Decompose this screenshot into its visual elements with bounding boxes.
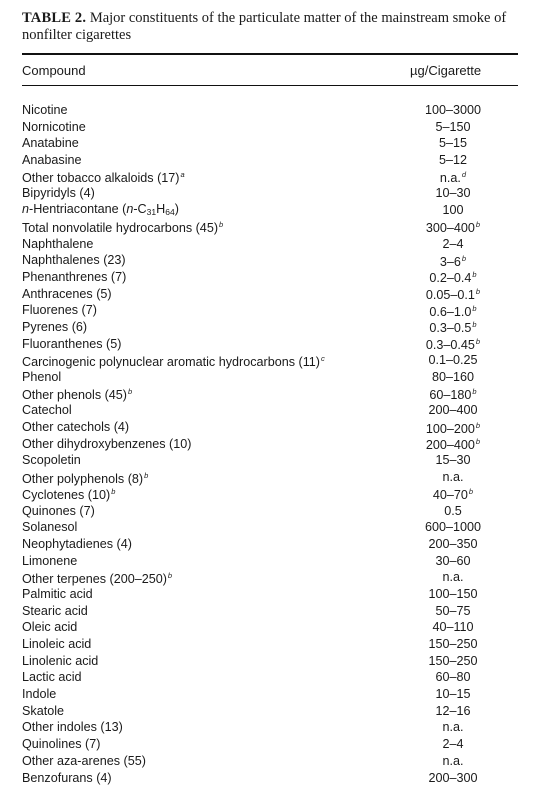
compound-name: Fluorenes (7) bbox=[22, 303, 97, 318]
compound-name: Other indoles (13) bbox=[22, 720, 123, 735]
compound-name: Other catechols (4) bbox=[22, 420, 130, 435]
compound-name: Indole bbox=[22, 687, 57, 702]
footnote-marker: b bbox=[468, 487, 474, 497]
compound-name: Total nonvolatile hydrocarbons (45) bbox=[22, 221, 219, 236]
compound-cell bbox=[22, 102, 388, 119]
table-row bbox=[22, 553, 518, 570]
amount-cell bbox=[388, 402, 518, 419]
compound-cell bbox=[22, 167, 388, 187]
compound-name: Quinolines (7) bbox=[22, 737, 101, 752]
table-row bbox=[22, 185, 518, 202]
amount-cell bbox=[388, 686, 518, 703]
amount-value: n.a. bbox=[439, 171, 461, 186]
compound-cell bbox=[22, 636, 388, 653]
compound-name: Phenol bbox=[22, 370, 62, 384]
compound-name: Other polyphenols (8) bbox=[22, 471, 144, 486]
compound-cell bbox=[22, 568, 388, 588]
table-row bbox=[22, 653, 518, 670]
table-row bbox=[22, 452, 518, 469]
amount-cell bbox=[388, 369, 518, 386]
compound-name: ) bbox=[174, 201, 179, 216]
compound-cell bbox=[22, 719, 388, 736]
table-row bbox=[22, 703, 518, 720]
amount-value: 15–30 bbox=[435, 453, 471, 468]
amount-value: 100–3000 bbox=[424, 103, 482, 117]
amount-cell bbox=[388, 703, 518, 720]
amount-value: n.a. bbox=[442, 753, 464, 768]
table-row bbox=[22, 236, 518, 253]
table-row bbox=[22, 102, 518, 119]
amount-cell bbox=[388, 736, 518, 753]
amount-value: 60–180 bbox=[429, 388, 472, 403]
amount-value: 600–1000 bbox=[424, 520, 482, 535]
amount-value: 80–160 bbox=[431, 370, 475, 384]
amount-cell bbox=[388, 452, 518, 469]
amount-value: 100 bbox=[442, 203, 464, 218]
table-row bbox=[22, 736, 518, 753]
footnote-marker: d bbox=[461, 170, 467, 180]
compound-cell bbox=[22, 669, 388, 686]
compound-cell bbox=[22, 369, 388, 386]
table-row bbox=[22, 719, 518, 736]
compound-name: Quinones (7) bbox=[22, 503, 95, 518]
amount-value: 10–30 bbox=[435, 186, 471, 201]
compound-name: Skatole bbox=[22, 703, 65, 718]
compound-name: Carcinogenic polynuclear aromatic hydrocarbons (11) bbox=[22, 354, 320, 369]
compound-cell bbox=[22, 484, 388, 504]
amount-value: 10–15 bbox=[435, 687, 471, 702]
amount-value: 5–150 bbox=[435, 119, 471, 134]
compound-name: Other terpenes (200–250) bbox=[22, 571, 167, 586]
formula-element: H bbox=[156, 201, 166, 216]
amount-value: 200–300 bbox=[428, 770, 478, 785]
amount-cell bbox=[388, 334, 518, 354]
compound-name: Catechol bbox=[22, 403, 72, 418]
footnote-marker: b bbox=[219, 220, 224, 230]
compound-name: Scopoletin bbox=[22, 453, 81, 468]
table-row bbox=[22, 419, 518, 436]
amount-value: 200–400 bbox=[425, 438, 475, 453]
compound-cell bbox=[22, 436, 388, 453]
amount-cell bbox=[388, 185, 518, 202]
formula-element: -C bbox=[133, 201, 147, 216]
compound-cell bbox=[22, 236, 388, 253]
compound-name: Palmitic acid bbox=[22, 586, 93, 601]
table-caption-text: Major constituents of the particulate matter of the mainstream smoke of nonfilter cigarettes bbox=[22, 10, 507, 43]
footnote-marker: b bbox=[475, 287, 481, 297]
amount-cell bbox=[388, 102, 518, 119]
compound-cell bbox=[22, 185, 388, 202]
compound-name: Fluoranthenes (5) bbox=[22, 336, 122, 351]
amount-value: 150–250 bbox=[428, 637, 478, 651]
amount-value: 0.2–0.4 bbox=[429, 271, 472, 286]
table-row bbox=[22, 319, 518, 336]
compound-cell bbox=[22, 536, 388, 553]
compound-cell bbox=[22, 252, 388, 269]
compound-cell bbox=[22, 703, 388, 720]
compound-name: Anabasine bbox=[22, 153, 82, 168]
table-row bbox=[22, 619, 518, 636]
amount-value: 0.3–0.45 bbox=[425, 338, 475, 353]
amount-value: 0.3–0.5 bbox=[429, 321, 472, 336]
compound-cell bbox=[22, 686, 388, 703]
compound-name: Other phenols (45) bbox=[22, 388, 128, 403]
compound-name: Anatabine bbox=[22, 136, 79, 151]
compound-cell bbox=[22, 269, 388, 286]
table-row bbox=[22, 202, 518, 219]
compound-name: Nicotine bbox=[22, 103, 68, 117]
footnote-marker: b bbox=[472, 303, 477, 313]
amount-value: 0.1–0.25 bbox=[428, 353, 478, 368]
amount-cell bbox=[388, 586, 518, 603]
table-row bbox=[22, 603, 518, 620]
footnote-marker: b bbox=[144, 470, 149, 480]
amount-cell bbox=[388, 603, 518, 620]
compound-name: -Hentriacontane ( bbox=[29, 201, 127, 216]
table-row bbox=[22, 386, 518, 403]
amount-cell bbox=[388, 569, 518, 586]
table-row bbox=[22, 569, 518, 586]
compound-cell bbox=[22, 503, 388, 520]
amount-cell bbox=[388, 135, 518, 152]
amount-value: 2–4 bbox=[442, 236, 464, 251]
amount-cell bbox=[388, 770, 518, 787]
amount-cell bbox=[388, 352, 518, 369]
formula-prefix: n bbox=[126, 201, 134, 216]
table-row bbox=[22, 486, 518, 503]
amount-value: 0.5 bbox=[444, 503, 462, 518]
amount-value: 0.05–0.1 bbox=[425, 288, 475, 303]
compound-cell bbox=[22, 419, 388, 436]
footnote-marker: b bbox=[475, 420, 481, 430]
compound-name: Solanesol bbox=[22, 520, 78, 535]
table-row bbox=[22, 436, 518, 453]
table-caption bbox=[22, 10, 518, 44]
amount-cell bbox=[388, 719, 518, 736]
amount-value: 200–400 bbox=[428, 403, 478, 418]
compound-name: Naphthalenes (23) bbox=[22, 253, 126, 268]
table-row bbox=[22, 119, 518, 136]
compound-name: Anthracenes (5) bbox=[22, 286, 112, 301]
table-row bbox=[22, 336, 518, 353]
compound-prefix: n bbox=[22, 201, 30, 216]
compound-cell bbox=[22, 119, 388, 136]
table-body bbox=[22, 102, 518, 786]
amount-value: 2–4 bbox=[442, 737, 464, 752]
table-header bbox=[22, 55, 518, 85]
amount-value: 200–350 bbox=[428, 536, 478, 551]
footnote-marker: b bbox=[475, 337, 481, 347]
compound-name: Oleic acid bbox=[22, 620, 78, 635]
amount-cell bbox=[388, 669, 518, 686]
compound-cell bbox=[22, 302, 388, 319]
table-row bbox=[22, 269, 518, 286]
amount-cell bbox=[388, 202, 518, 219]
amount-cell bbox=[388, 553, 518, 570]
compound-cell bbox=[22, 586, 388, 603]
table-row bbox=[22, 286, 518, 303]
compound-cell bbox=[22, 519, 388, 536]
table-row bbox=[22, 469, 518, 486]
compound-name: Linolenic acid bbox=[22, 653, 99, 668]
amount-cell bbox=[388, 753, 518, 770]
compound-cell bbox=[22, 603, 388, 620]
amount-cell bbox=[388, 384, 518, 404]
table-row bbox=[22, 252, 518, 269]
amount-value: n.a. bbox=[442, 570, 464, 585]
compound-name: Benzofurans (4) bbox=[22, 770, 112, 785]
compound-name: Stearic acid bbox=[22, 603, 88, 618]
footnote-marker: b bbox=[111, 487, 116, 497]
compound-cell bbox=[22, 135, 388, 152]
amount-cell bbox=[388, 536, 518, 553]
compound-cell bbox=[22, 770, 388, 787]
compound-cell bbox=[22, 319, 388, 336]
compound-name: Naphthalene bbox=[22, 236, 94, 251]
footnote-marker: b bbox=[475, 437, 481, 447]
table-row bbox=[22, 135, 518, 152]
amount-cell bbox=[388, 519, 518, 536]
footnote-marker: b bbox=[472, 387, 477, 397]
compound-cell bbox=[22, 351, 388, 371]
table-row bbox=[22, 636, 518, 653]
compound-cell bbox=[22, 736, 388, 753]
table-row bbox=[22, 686, 518, 703]
table-row bbox=[22, 536, 518, 553]
amount-cell bbox=[388, 469, 518, 486]
compound-cell bbox=[22, 619, 388, 636]
footnote-marker: b bbox=[475, 220, 481, 230]
compound-name: Other aza-arenes (55) bbox=[22, 753, 146, 768]
compound-name: Pyrenes (6) bbox=[22, 319, 88, 334]
compound-name: Linoleic acid bbox=[22, 637, 92, 651]
amount-cell bbox=[388, 434, 518, 454]
amount-value: 30–60 bbox=[435, 553, 471, 568]
amount-value: 0.6–1.0 bbox=[429, 304, 472, 319]
formula-subscript: 64 bbox=[165, 206, 175, 217]
compound-cell bbox=[22, 753, 388, 770]
footnote-marker: a bbox=[180, 170, 185, 180]
table-row bbox=[22, 503, 518, 520]
compound-column-header: Compound bbox=[22, 62, 86, 78]
amount-cell bbox=[388, 152, 518, 169]
compound-cell bbox=[22, 336, 388, 353]
footnote-marker: b bbox=[128, 387, 133, 397]
table-row bbox=[22, 169, 518, 186]
amount-cell bbox=[388, 503, 518, 520]
table-row bbox=[22, 753, 518, 770]
table-row bbox=[22, 669, 518, 686]
amount-value: 150–250 bbox=[428, 653, 478, 668]
table-row bbox=[22, 770, 518, 787]
compound-name: Neophytadienes (4) bbox=[22, 536, 132, 551]
amount-value: 50–75 bbox=[435, 603, 471, 618]
amount-cell bbox=[388, 636, 518, 653]
formula-subscript: 31 bbox=[146, 206, 157, 217]
amount-value: 60–80 bbox=[435, 670, 471, 685]
header-rule bbox=[22, 85, 518, 86]
table-row bbox=[22, 352, 518, 369]
compound-name: Other tobacco alkaloids (17) bbox=[22, 171, 180, 186]
compound-name: Other dihydroxybenzenes (10) bbox=[22, 436, 192, 451]
table-row bbox=[22, 219, 518, 236]
amount-value: 5–15 bbox=[438, 136, 468, 151]
compound-cell bbox=[22, 653, 388, 670]
amount-value: 12–16 bbox=[435, 703, 471, 718]
amount-value: 300–400 bbox=[425, 221, 475, 236]
table-row bbox=[22, 152, 518, 169]
compound-cell bbox=[22, 384, 388, 404]
amount-cell bbox=[388, 119, 518, 136]
compound-cell bbox=[22, 452, 388, 469]
amount-value: 40–110 bbox=[432, 620, 474, 635]
amount-cell bbox=[388, 619, 518, 636]
table-label: TABLE 2. bbox=[22, 10, 87, 26]
footnote-marker: b bbox=[461, 253, 467, 263]
table-row bbox=[22, 302, 518, 319]
amount-value: n.a. bbox=[442, 720, 464, 735]
table-row bbox=[22, 402, 518, 419]
compound-name: Phenanthrenes (7) bbox=[22, 269, 127, 284]
amount-column-header: µg/Cigarette bbox=[410, 62, 482, 78]
amount-cell bbox=[388, 236, 518, 253]
amount-value: 5–12 bbox=[438, 153, 468, 168]
compound-name: Cyclotenes (10) bbox=[22, 488, 111, 503]
compound-name: Limonene bbox=[22, 553, 78, 568]
amount-value: 3–6 bbox=[439, 254, 461, 269]
amount-cell bbox=[388, 217, 518, 237]
compound-cell bbox=[22, 152, 388, 169]
amount-value: n.a. bbox=[442, 470, 464, 485]
footnote-marker: b bbox=[472, 320, 477, 330]
footnote-marker: b bbox=[167, 570, 173, 580]
compound-name: Nornicotine bbox=[22, 119, 86, 134]
amount-value: 40–70 bbox=[432, 488, 468, 503]
table-row bbox=[22, 519, 518, 536]
footnote-marker: c bbox=[320, 353, 325, 363]
amount-cell bbox=[388, 653, 518, 670]
table-row bbox=[22, 369, 518, 386]
compound-cell bbox=[22, 217, 388, 237]
table-row bbox=[22, 586, 518, 603]
compound-name: Lactic acid bbox=[22, 670, 82, 685]
compound-cell bbox=[22, 286, 388, 303]
compound-name: Bipyridyls (4) bbox=[22, 186, 95, 201]
footnote-marker: b bbox=[472, 270, 477, 280]
compound-cell bbox=[22, 553, 388, 570]
compound-cell bbox=[22, 402, 388, 419]
amount-cell bbox=[388, 167, 518, 187]
amount-value: 100–200 bbox=[425, 421, 475, 436]
amount-cell bbox=[388, 484, 518, 504]
amount-value: 100–150 bbox=[428, 586, 478, 601]
